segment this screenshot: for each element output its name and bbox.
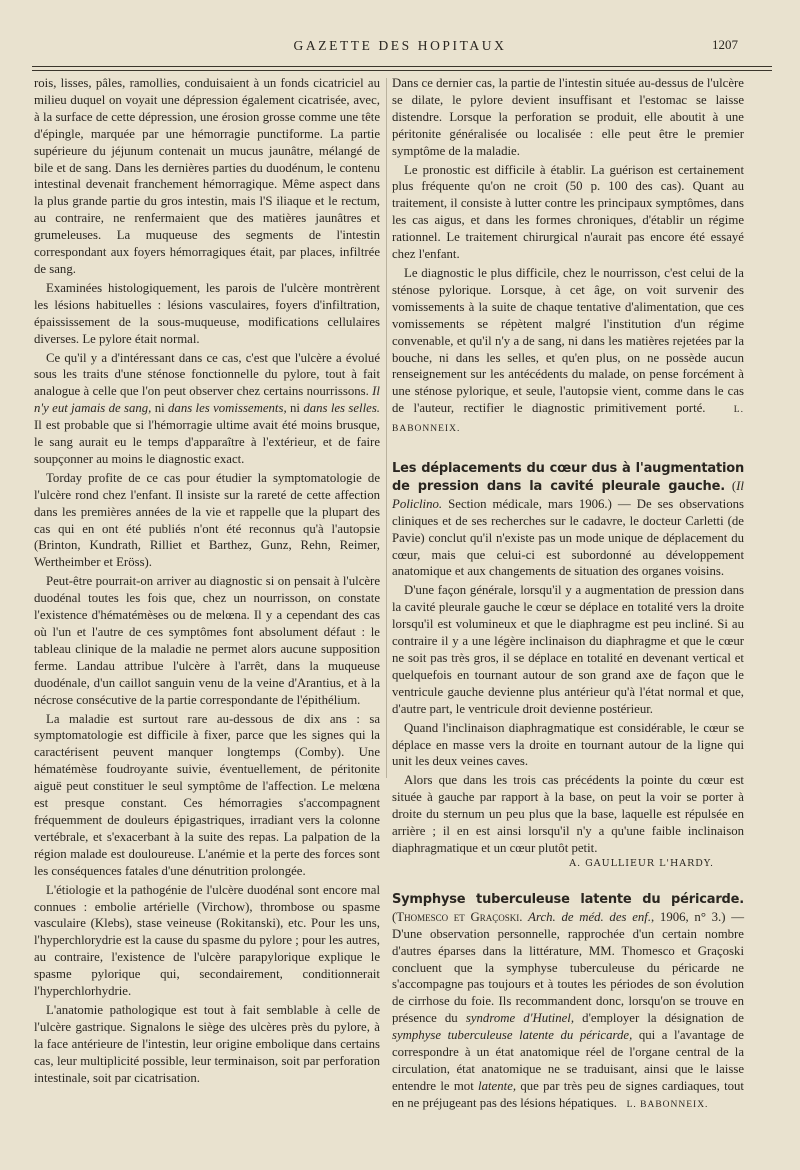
article-lead: Les déplacements du cœur dus à l'augmentation de pression dans la cavité pleurale gauche. (Il Policlino. Section médicale, mars 1906.) — De ses observations cliniques et de ses recherches sur le cadavre, le docteur Carletti (de Pavie) conclut qu'il n'existe pas un mode unique de déplacement du cœur, mais que celui-ci est subordonné au développement anatomique et aux changements de situation des organes voisins. — [392, 461, 744, 579]
article-lead: Symphyse tuberculeuse latente du péricarde. (Thomesco et Graçoski. Arch. de méd. des enf., 1906, n° 3.) — D'une observation personnelle, rapprochée d'un certain nombre d'autres éparses dans la littérature, MM. Thomesco et Graçoski concluent que la symphyse tuberculeuse du péricarde ne s'accompagne pas toujours et à toutes les périodes de son évolution de cirrhose du foie. Ils recommandent donc, lorsqu'on se trouve en présence du syndrome d'Hutinel, d'employer la désignation de symphyse tuberculeuse latente du péricarde, qui a l'avantage de correspondre à un état anatomique réel de l'organe central de la circulation, état anatomique ne se traduisant, ainsi que le laisse entendre le mot latente, que par très peu de signes cardiaques, tout en ne préjugeant pas des lésions hépatiques. L. BABONNEIX. — [392, 891, 744, 1110]
article-title: Symphyse tuberculeuse latente du péricarde. — [392, 891, 744, 907]
paragraph: Le pronostic est difficile à établir. La guérison est certainement plus fréquente qu'on ne croit (50 p. 100 des cas). Quant au traitement, il consiste à lutter contre les principaux symptômes, dans les cas aigus, et dans les formes chroniques, d'établir un régime rationnel. Le traitement chirurgical n'aurait pas encore été essayé chez l'enfant. — [392, 162, 744, 262]
column-divider — [386, 78, 387, 778]
paragraph: Torday profite de ce cas pour étudier la symptomatologie de l'ulcère rond chez l'enfant. Il insiste sur la rareté de cette affection dans les premières années de la vie et rappelle que la plupart des cas qui en ont été publiés n'ont été reconnus qu'à l'autopsie (Brinton, Kundrath, Rilliet et Barthez, Gunz, Rehn, Reimer, Wertheimber et Eröss). — [34, 470, 380, 570]
signature: L. BABONNEIX. — [626, 1099, 709, 1110]
header-rule-double — [32, 70, 772, 71]
paragraph: Peut-être pourrait-on arriver au diagnostic si on pensait à l'ulcère duodénal toutes les fois que, chez un nourrisson, on constate l'existence d'hématémèses ou de melœna. Il y a cependant des cas où l'un et l'autre de ces symptômes font absolument défaut : le tableau clinique de la maladie ne permet alors aucune supposition ferme. Landau attribue l'ulcère à l'arrêt, dans la muqueuse duodénale, d'un caillot sanguin venu de la veine d'Arantius, et à la nécrose consécutive de la partie correspondante de l'épithélium. — [34, 574, 380, 707]
left-column — [34, 75, 380, 1086]
article-pericarditis — [392, 891, 744, 1114]
page-number: 1207 — [712, 37, 738, 52]
paragraph: L'anatomie pathologique est tout à fait semblable à celle de l'ulcère gastrique. Signalons le siège des ulcères près du pylore, à la face antérieure de l'intestin, leur origine embolique dans certains cas, leur multiplicité possible, leur terminaison, soit par perforation intestinale, soit par cicatrisation. — [34, 1002, 380, 1085]
paragraph: Dans ce dernier cas, la partie de l'intestin située au-dessus de l'ulcère se dilate, le pylore devient insuffisant et l'estomac se laisse distendre. Lorsque la perforation se produit, elle aboutit à une péritonite généralisée ou localisée : elle peut être le premier symptôme de la maladie. — [392, 76, 744, 158]
paragraph: L'étiologie et la pathogénie de l'ulcère duodénal sont encore mal connues : embolie artérielle (Virchow), thrombose ou spasme vasculaire (Klebs), stase veineuse (Rokitanski), etc. Pour les uns, l'hyperchlorydrie est la cause du spasme du pylore ; pour les autres, au contraire, l'existence de l'ulcère parapylorique explique le spasme pylorique qui, secondairement, conditionnerait l'hyperchlorhydrie. — [34, 882, 380, 999]
paragraph: rois, lisses, pâles, ramollies, conduisaient à un fonds cicatriciel au milieu duquel on voyait une dépression également cicatrisée, avec, à la surface de cette dépression, une érosion grosse comme une tête d'épingle, marquée par une hémorragie punctiforme. La partie supérieure du jéjunum contenait un mucus jaunâtre, mélangé de bile et de sang. Dans les dernières parties du duodénum, le contenu intestinal devenait franchement hémorragique. Même aspect dans la plus grande partie du gros intestin, mais l'S iliaque et le rectum, au contraire, ne renfermaient que des matières jaunâtres et grumeleuses. La muqueuse des segments de l'intestin correspondant aux foyers hémorragiques était, par places, infiltrée de sang. — [34, 76, 380, 276]
paragraph: Ce qu'il y a d'intéressant dans ce cas, c'est que l'ulcère a évolué sous les traits d'une sténose fonctionnelle du pylore, tout à fait analogue à celle que l'on peut observer chez certains nourrissons. Il n'y eut jamais de sang, ni dans les vomissements, ni dans les selles. Il est probable que si l'hémorragie ultime avait été moins brusque, le sang aurait eu le temps d'apparaître à l'extérieur, et de faire soupçonner au moins le diagnostic exact. — [34, 350, 381, 466]
paragraph: Examinées histologiquement, les parois de l'ulcère montrèrent les lésions habituelles : lésions vasculaires, foyers d'infiltration, épaississement de la sous-muqueuse, modifications cellulaires diverses. Le pylore était normal. — [34, 280, 380, 346]
signature: L. BABONNEIX. — [392, 405, 744, 435]
header-rule — [32, 66, 772, 67]
signature: A. GAULLIEUR L'HARDY. — [569, 857, 714, 869]
paragraph: D'une façon générale, lorsqu'il y a augmentation de pression dans la cavité pleurale gauche le cœur se déplace en totalité vers la droite lorsqu'il est volumineux et que le diaphragme est peu incliné. Si au contraire il y a une légère inclinaison du diaphragme et que le cœur ne soit pas très gros, il se déplace en totalité en devenant vertical et quelquefois en tournant autour de son grand axe de façon que le ventricule gauche devienne plus antérieur qu'à l'état normal et que, d'autre part, le ventricule droit devienne postérieur. — [392, 583, 744, 716]
right-column — [392, 75, 744, 1114]
paragraph: Le diagnostic le plus difficile, chez le nourrisson, c'est celui de la sténose pylorique. Lorsque, à cet âge, on voit survenir des vomissements à la suite de chaque tentative d'alimentation, que ces vomissements se répètent malgré l'institution d'un régime convenable, et qu'il n'y a de sang, ni dans les matières rejetées par la bouche, ni dans les selles, et qu'en plus, on ne possède aucun renseignement sur les antécédents du malade, on pense forcément à une sténose pylorique, et seule, l'autopsie vient, comme dans le cas de l'auteur, rectifier le diagnostic primitivement porté. L. BABONNEIX. — [392, 265, 744, 435]
running-title: GAZETTE DES HOPITAUX — [293, 38, 507, 53]
paragraph: Quand l'inclinaison diaphragmatique est considérable, le cœur se déplace en masse vers la droite en tournant autour de la ligne qui unit les deux veines caves. — [392, 720, 744, 769]
masthead — [0, 38, 800, 58]
paragraph: La maladie est surtout rare au-dessous de dix ans : sa symptomatologie est difficile à fixer, parce que les signes qui la caractérisent peuvent manquer longtemps (Comby). Une hématémèse foudroyante suivie, éventuellement, de péritonite aiguë peut constituer le seul symptôme de l'affection. Le melœna est presque constant. Ces hémorragies s'accompagnent fréquemment de douleurs épigastriques, irradiant vers la colonne vertébrale, et s'exacerbant à la suite des repas. La palpation de la région malade est douloureuse. L'anémie et la perte des forces sont les conséquences fatales d'une dénutrition prolongée. — [34, 711, 380, 878]
article-cardiac-displacement — [392, 460, 744, 869]
article-title: Les déplacements du cœur dus à l'augmentation de pression dans la cavité pleurale gauche. — [392, 461, 744, 494]
paragraph: Alors que dans les trois cas précédents la pointe du cœur est située à gauche par rapport à la base, on peut la voir se porter à droite du sternum un peu plus que la base, laquelle est répulsée en arrière ; il en est ainsi lorsqu'il n'y a qu'une faible inclinaison diaphragmatique et un cœur plutôt petit. — [392, 773, 744, 855]
